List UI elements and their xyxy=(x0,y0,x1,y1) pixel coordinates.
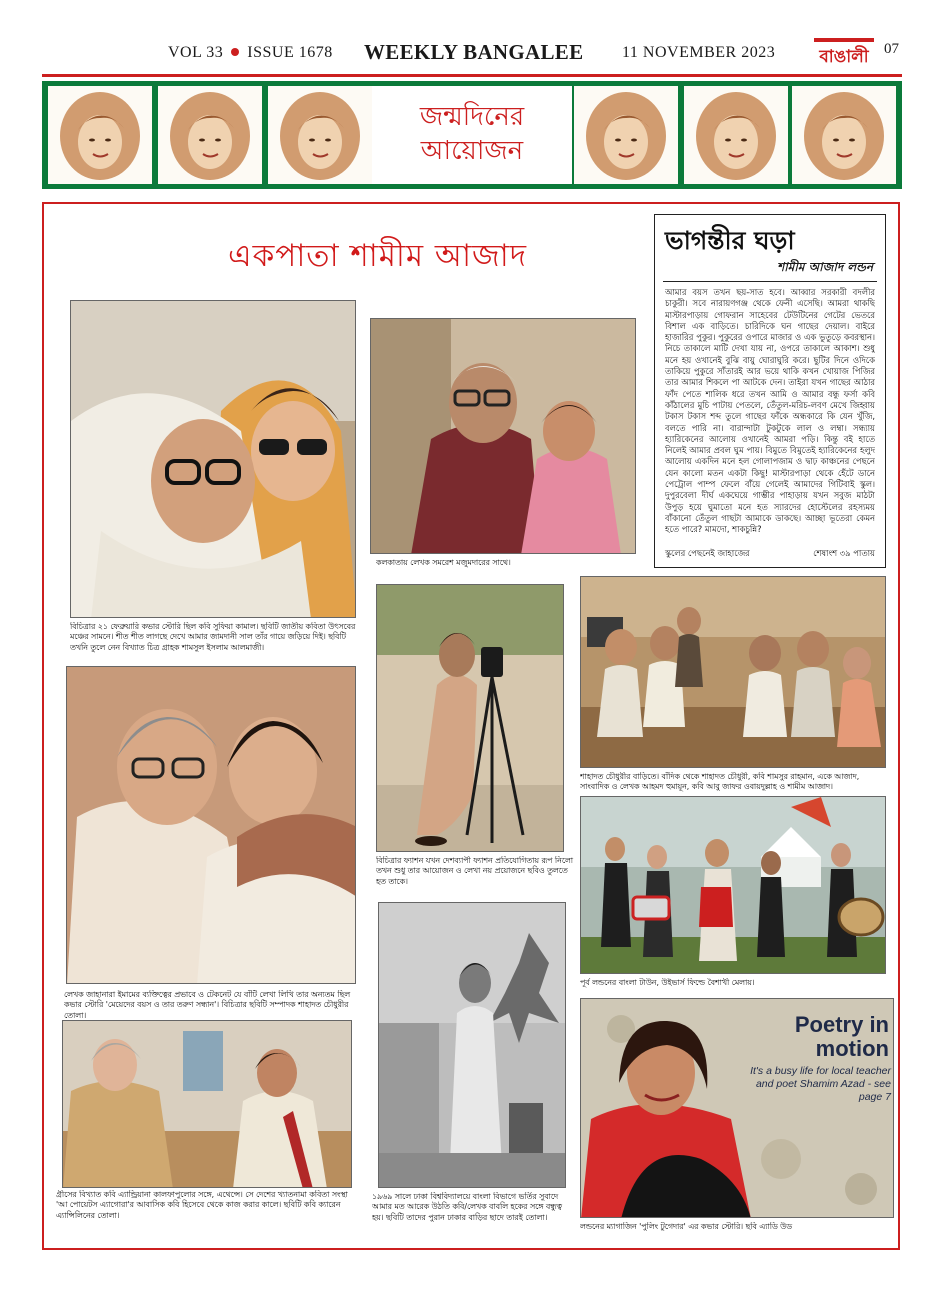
magazine-subhead: It's a busy life for local teacher and poet Shamim Azad - see page 7 xyxy=(750,1065,891,1103)
portrait-sketch-5 xyxy=(684,86,788,184)
photo-shahadat-chowdhury-home xyxy=(580,576,886,768)
article-continuation-text: স্কুলের পেছনেই জাহাজের xyxy=(665,548,750,558)
photo-samaresh-majumdar xyxy=(370,318,636,554)
photo-poetry-in-motion xyxy=(580,998,894,1218)
article-title: ভাগন্তীর ঘড়া xyxy=(665,226,795,255)
banner-title-line2: আয়োজন xyxy=(420,136,524,166)
newspaper-title: WEEKLY BANGALEE xyxy=(364,40,584,64)
volume-issue xyxy=(168,44,333,62)
photo-boishakhi-mela xyxy=(580,796,886,974)
photo-athens-poet xyxy=(62,1020,352,1188)
caption-samaresh-majumdar: কলকাতায় লেখক সমরেশ মজুমদারের সাথে। xyxy=(376,558,511,567)
photo-sufia-kamal xyxy=(70,300,356,618)
photo-jahanara-imam xyxy=(66,666,356,984)
photo-fashion-camera xyxy=(376,584,564,852)
volume-label: VOL 33 xyxy=(168,44,224,61)
masthead-rule xyxy=(42,74,902,77)
portrait-sketch-2 xyxy=(158,86,262,184)
caption-fashion-camera: বিচিত্রার ফ্যাশন যখন দেশব্যাপী ফ্যাশন প্রতিযোগিতায় রূপ নিলো তখন শুধু তার আয়োজন ও লেখা নয় প্রয়োজনে ছবিও তুলতে হত তাকে। xyxy=(376,856,574,886)
article-box xyxy=(654,214,886,568)
portrait-sketch-3 xyxy=(268,86,372,184)
magazine-headline: Poetry in motion xyxy=(794,1012,889,1061)
portrait-sketch-4 xyxy=(574,86,678,184)
article-rule xyxy=(663,281,877,282)
article-author: শামীম আজাদ লন্ডন xyxy=(777,260,873,274)
article-body: আমার বয়স তখন ছয়-সাত হবে। আব্বার সরকারী বদলীর চাকুরী। সবে নারায়ণগঞ্জ থেকে ফেনী এসেছি। আমরা থাকছি মাস্টারপাড়ায় গোফরান সাহেবের টেউটিনের গেটের ভেতরে বিশাল এক বাড়িতে। চারিদিকে ঘন গাছের দেয়াল। বাইরে হাজারির পুকুর। পুকুরের ওপারে মাজার ও এক ভুতুড়ে কবরস্থান। নিচে তাকালে মাটি দেখা যায় না, ওপরে তাকালে আকাশ। শুধু মনে হয় ওখানেই বুঝি বায়ু ঘোরাঘুরি করে। ছুটির দিনে ওদিকে তাকিয়ে পুকুরে সাঁতারই আর ভয়ে থাকি কখন খোয়াজ পিজির তার আমার শিকলে পা আটকে দেন। তাইরা যখন গাছের আঠার ফাঁদ পেতে শালিক ধরে তখন আমি ও আমার বন্ধু ফর্সা কবি কাঁঠালের মুচি পাটায় পেতলে, তেঁতুল-মরিচ-লবণ মেখে জিহ্বায় টকাস টকাস শব্দ তুলে গাছের ফাঁকে অন্ধকারে কি যেন খুঁজি, বলতে পারি না। বারান্দাটা টুকটুকে লাল ও লম্বা। সন্ধ্যায় হ্যারিকেনের আলোয় ওখানেই আমরা পড়ি। কিন্তু বই হাতে নিলেই আমার প্রবল ঘুম পায়। বিমুতে বিমুতেই হ্যারিকেনের হলুদ আলোয় একদিন মনে হল গোলাপজাম ও দ্বাঢ় কাঞ্চনের পেছনে যেন কালো মতন একটা কিছু! মাস্টারপাড়া থেকে হেঁটে ডানে পেট্রোল পাম্প ফেলে বাঁয়ে গেলেই আমাদের গিটিবাই স্কুল। দুপুরবেলা দীর্ঘ একঘেয়ে গাম্ভীর পাহাড়ায় যখন সবুজ মাঠটা উপুড় হয়ে ঘুমাতো মনে হত স্যারদের হোস্টেলের রহস্যময় বাঁকানো তেঁতুল গাছটা আমাকে ডাকছে। আচ্ছা ভূতেরা কেমন হতে পারে? মামদো, শাকচুন্নি? xyxy=(665,287,875,535)
article-jump-note: শেষাংশ ৩৯ পাতায় xyxy=(813,548,875,558)
banner-title-line1: জন্মদিনের xyxy=(419,102,525,132)
separator-dot-icon xyxy=(231,48,239,56)
caption-sufia-kamal: বিচিত্রার ২১ ফেব্রুয়ারি কভার স্টোরি ছিল কবি সুফিয়া কামাল। ছবিটি জাতীয় কবিতা উৎসবের মঞ্চের সামনে। শীত শীত লাগছে দেখে আমার জামদানী সাল তাঁর গায়ে জড়িয়ে দিই। ছবিটি তখনি তুলে নেন বিখ্যাত চিত্র গ্রাহক শামসুল ইসলাম আলমাজী। xyxy=(70,622,356,652)
page-number: 07 xyxy=(884,41,899,57)
caption-jahanara-imam: লেখক জাহানারা ইমামের ব্যক্তিত্বের প্রভাবে ও টেকনেট যে বাঁটি লেখা লিখি তার অন্যতম ছিল কভার স্টোরি 'মেয়েদের বয়স ও তার তরুণ সন্ধান'। বিচিত্রার ছবিটি সম্পাদক শাহাদত চৌধুরীর তোলা। xyxy=(64,990,351,1020)
caption-poetry-in-motion: লন্ডনের ম্যাগাজিন 'পুলিং টুগেদার' এর কভার স্টোরি। ছবি এ্যাডি উড xyxy=(580,1222,792,1231)
feature-headline: একপাতা শামীম আজাদ xyxy=(228,238,528,274)
birthday-banner xyxy=(42,81,902,189)
issue-date: 11 NOVEMBER 2023 xyxy=(622,44,776,61)
masthead xyxy=(0,30,945,76)
caption-boishakhi-mela: পূর্ব লন্ডনের বাংলা টাউন, উইভার্স ফিল্ডে বৈশাখী মেলায়। xyxy=(580,978,755,987)
photo-dhaka-university-1969 xyxy=(378,902,566,1188)
newspaper-logo xyxy=(812,36,876,66)
portrait-sketch-1 xyxy=(48,86,152,184)
portrait-sketch-6 xyxy=(792,86,896,184)
caption-dhaka-university-1969: ১৯৬৯ সালে ঢাকা বিশ্ববিদ্যালয়ে বাংলা বিভাগে ভর্তির সুবাদে আমার মত আরেক উঠতি কবি/লেখক বাবলি হকের সঙ্গে বন্ধুত্ব হয়। ছবিটি তাদের পুরান ঢাকার বাড়ির ছাদে তারই তোলা। xyxy=(372,1192,562,1222)
caption-shahadat-chowdhury-home: শাহাদত চৌধুরীর বাড়িতে। বাঁদিক থেকে শাহাদত চৌধুরী, কবি শামসুর রাহমান, একে আজাদ, সাংবাদিক ও লেখক আহমদ হুমায়ূন, কবি আবু জাফর ওবায়দুল্লাহ ও শামীম আজাদ। xyxy=(580,772,860,792)
logo-text: বাঙালী xyxy=(819,47,869,66)
article-footer xyxy=(665,547,875,561)
banner-title-box xyxy=(372,86,572,184)
issue-label: ISSUE 1678 xyxy=(247,44,333,61)
caption-athens-poet: গ্রীসের বিখ্যাত কবি এ্যান্ড্রিয়ানা কালফাপুলোর সঙ্গে, এথেন্সে। সে দেশের খ্যাতনামা কবিতা সংস্থা 'আ পোয়েটস এ্যাগোরা'র আবাসিক কবি হিসেবে থেকে কাজ করার কালে। ছবিটি কবি ক্যারেন এ্যান্সিলিনের তোলা। xyxy=(56,1190,348,1220)
